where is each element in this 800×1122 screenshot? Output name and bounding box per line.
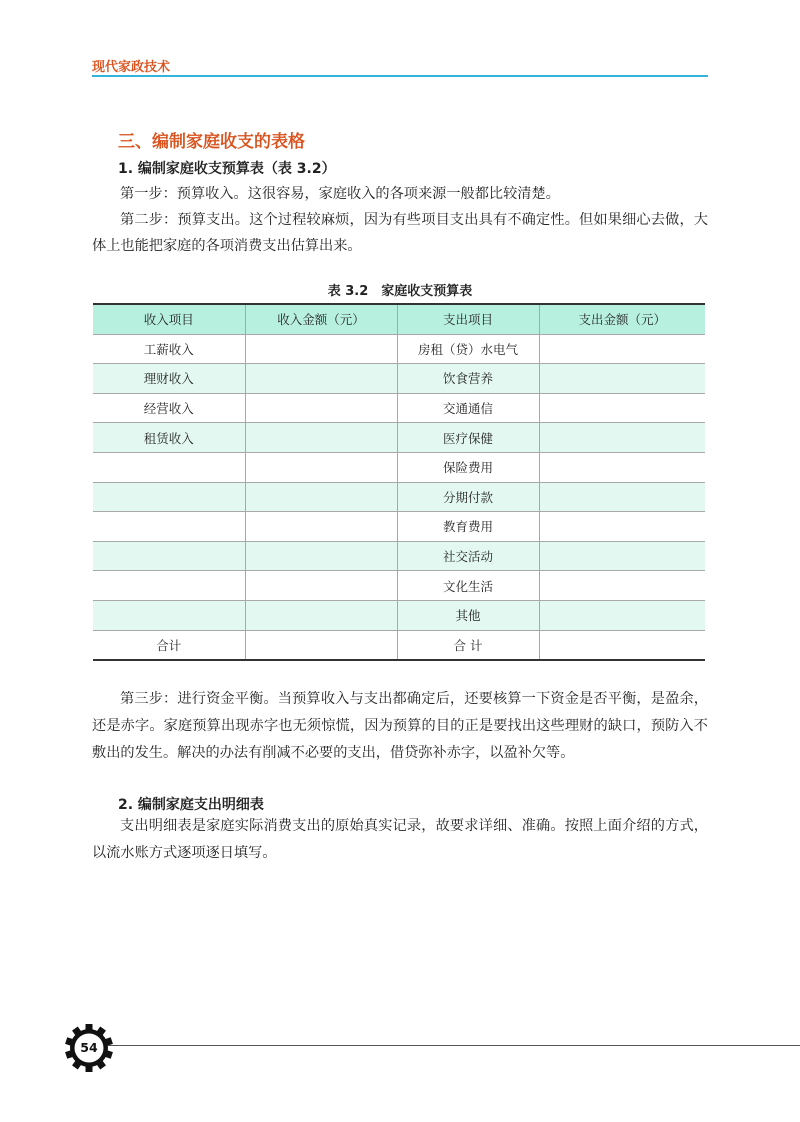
income-item-cell: 经营收入 xyxy=(93,393,245,423)
income-amount-cell xyxy=(245,334,397,364)
income-amount-cell xyxy=(245,452,397,482)
header-expense-amount: 支出金额（元） xyxy=(539,304,705,334)
step2-paragraph: 第二步：预算支出。这个过程较麻烦，因为有些项目支出具有不确定性。但如果细心去做，大体上也能把家庭的各项消费支出估算出来。 xyxy=(92,212,708,254)
table-row xyxy=(93,541,705,571)
part2-paragraph: 支出明细表是家庭实际消费支出的原始真实记录，故要求详细、准确。按照上面介绍的方式，以流水账方式逐项逐日填写。 xyxy=(92,818,708,861)
income-item-cell xyxy=(93,600,245,630)
header-income-amount: 收入金额（元） xyxy=(245,304,397,334)
income-item-cell: 合计 xyxy=(93,630,245,660)
expense-item-cell: 教育费用 xyxy=(397,512,539,542)
part2-block xyxy=(92,813,708,867)
income-amount-cell xyxy=(245,541,397,571)
header-income-item: 收入项目 xyxy=(93,304,245,334)
header-rule xyxy=(92,75,708,77)
expense-amount-cell xyxy=(539,600,705,630)
part1-paragraphs xyxy=(92,181,708,259)
budget-table xyxy=(93,303,705,661)
expense-amount-cell xyxy=(539,541,705,571)
expense-item-cell: 房租（贷）水电气 xyxy=(397,334,539,364)
income-item-cell: 工薪收入 xyxy=(93,334,245,364)
expense-amount-cell xyxy=(539,452,705,482)
expense-item-cell: 社交活动 xyxy=(397,541,539,571)
table-row xyxy=(93,423,705,453)
income-amount-cell xyxy=(245,482,397,512)
income-amount-cell xyxy=(245,512,397,542)
table-row xyxy=(93,600,705,630)
table-row xyxy=(93,482,705,512)
table-header-row xyxy=(93,304,705,334)
header-expense-item: 支出项目 xyxy=(397,304,539,334)
section-heading: 三、编制家庭收支的表格 xyxy=(118,132,305,152)
expense-amount-cell xyxy=(539,334,705,364)
expense-amount-cell xyxy=(539,512,705,542)
income-amount-cell xyxy=(245,364,397,394)
expense-amount-cell xyxy=(539,482,705,512)
expense-item-cell: 医疗保健 xyxy=(397,423,539,453)
part2-heading: 2. 编制家庭支出明细表 xyxy=(118,797,264,813)
expense-amount-cell xyxy=(539,393,705,423)
table-row xyxy=(93,334,705,364)
expense-item-cell: 文化生活 xyxy=(397,571,539,601)
footer-rule xyxy=(108,1045,800,1046)
income-item-cell xyxy=(93,512,245,542)
table-row xyxy=(93,571,705,601)
step1-paragraph: 第一步：预算收入。这很容易，家庭收入的各项来源一般都比较清楚。 xyxy=(120,186,560,202)
expense-item-cell: 分期付款 xyxy=(397,482,539,512)
part1-heading: 1. 编制家庭收支预算表（表 3.2） xyxy=(118,161,336,177)
expense-amount-cell xyxy=(539,364,705,394)
income-amount-cell xyxy=(245,630,397,660)
expense-amount-cell xyxy=(539,571,705,601)
expense-amount-cell xyxy=(539,630,705,660)
income-item-cell xyxy=(93,571,245,601)
income-item-cell: 租赁收入 xyxy=(93,423,245,453)
table-row xyxy=(93,364,705,394)
income-item-cell xyxy=(93,482,245,512)
expense-item-cell: 保险费用 xyxy=(397,452,539,482)
income-amount-cell xyxy=(245,423,397,453)
table-caption: 表 3.2 家庭收支预算表 xyxy=(327,284,473,299)
expense-item-cell: 交通通信 xyxy=(397,393,539,423)
page-number: 54 xyxy=(80,1040,98,1055)
income-amount-cell xyxy=(245,600,397,630)
table-row xyxy=(93,393,705,423)
expense-amount-cell xyxy=(539,423,705,453)
income-item-cell xyxy=(93,452,245,482)
step3-paragraph: 第三步：进行资金平衡。当预算收入与支出都确定后，还要核算一下资金是否平衡，是盈余，还是赤字。家庭预算出现赤字也无须惊慌，因为预算的目的正是要找出这些理财的缺口，预防入不敷出的发生。解决的办法有削减不必要的支出，借贷弥补赤字，以盈补欠等。 xyxy=(92,691,708,761)
expense-item-cell: 其他 xyxy=(397,600,539,630)
income-item-cell: 理财收入 xyxy=(93,364,245,394)
table-row xyxy=(93,452,705,482)
header-title: 现代家政技术 xyxy=(92,60,171,75)
table-row xyxy=(93,630,705,660)
expense-item-cell: 饮食营养 xyxy=(397,364,539,394)
table-row xyxy=(93,512,705,542)
income-item-cell xyxy=(93,541,245,571)
income-amount-cell xyxy=(245,571,397,601)
step3-block xyxy=(92,686,708,767)
expense-item-cell: 合 计 xyxy=(397,630,539,660)
income-amount-cell xyxy=(245,393,397,423)
